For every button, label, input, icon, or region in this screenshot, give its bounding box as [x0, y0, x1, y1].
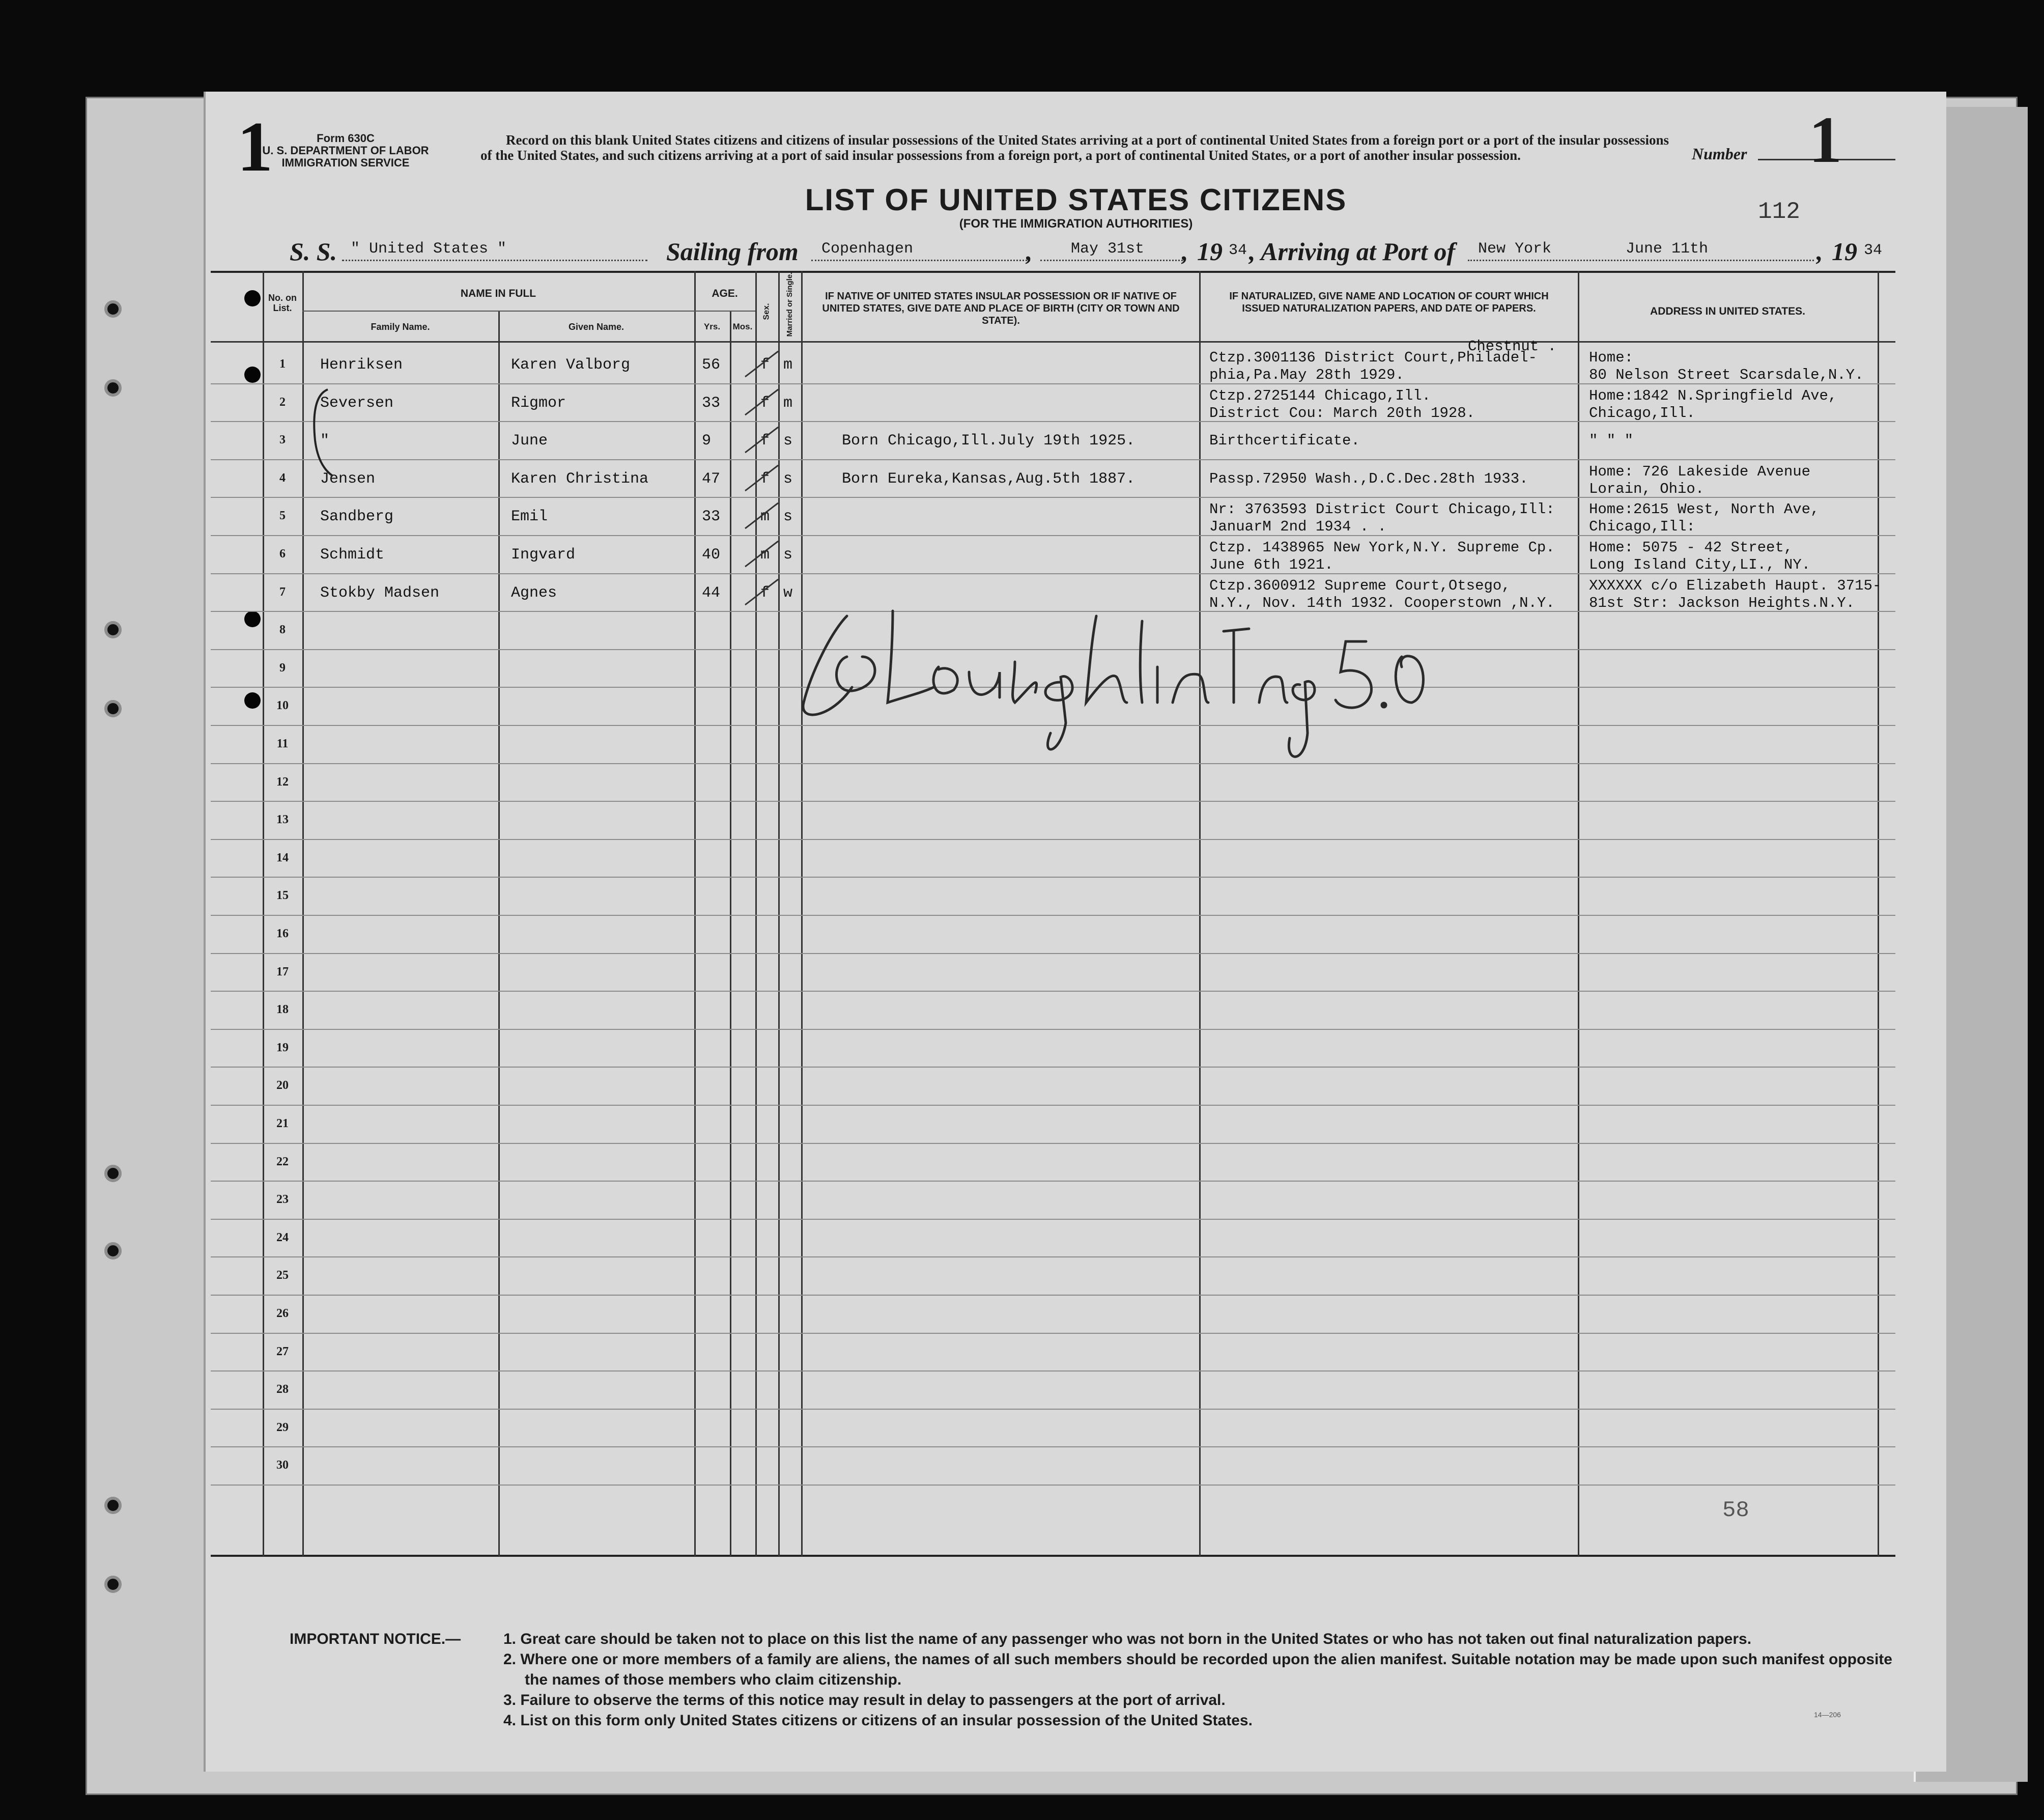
row-rule	[211, 1029, 1895, 1030]
arrival-date: June 11th	[1626, 240, 1709, 258]
year-prefix: 19	[1832, 237, 1857, 266]
row-number: 8	[279, 623, 286, 637]
name-subheader-rule	[302, 311, 694, 312]
check-mark	[740, 387, 781, 423]
row-rule	[211, 1181, 1895, 1182]
table-top-rule	[211, 271, 1895, 273]
binder-hole	[104, 700, 122, 717]
binder-hole	[104, 1165, 122, 1182]
binder-hole	[104, 379, 122, 397]
col-header-yrs: Yrs.	[703, 322, 721, 331]
col-header-birth: IF NATIVE OF UNITED STATES INSULAR POSSESSION OR IF NATIVE OF UNITED STATES, GIVE DATE AND PLACE OF BIRTH (CITY OR TOWN AND STATE).	[822, 291, 1180, 326]
row-rule	[211, 915, 1895, 916]
comma: ,	[1816, 237, 1823, 266]
age-years: 33	[702, 394, 721, 412]
sex: f	[760, 470, 770, 488]
comma: ,	[1026, 237, 1033, 266]
arriving-label: , Arriving at Port of	[1249, 237, 1456, 266]
naturalization-line-1: Ctzp.3600912 Supreme Court,Otsego,	[1209, 577, 1511, 594]
row-number: 23	[276, 1193, 289, 1207]
row-rule	[211, 1219, 1895, 1220]
given-name: June	[511, 432, 548, 450]
notice-item: 1. Great care should be taken not to place on this list the name of any passenger who was not born in the United States or who has not taken out final naturalization papers.	[503, 1631, 1752, 1647]
col-header-name: NAME IN FULL	[460, 288, 536, 299]
marital-status: m	[783, 356, 793, 374]
marital-status: w	[783, 584, 793, 602]
row-number: 21	[276, 1117, 289, 1130]
row-rule	[211, 1105, 1895, 1106]
family-name: Henriksen	[320, 356, 403, 374]
check-mark	[740, 463, 781, 498]
given-name: Karen Christina	[511, 470, 649, 488]
record-instructions: Record on this blank United States citizens and citizens of insular possessions of the United States arriving at a port of continental United States from a foreign port or a port of the insular possessions of the United States, and such citizens arriving at a port of said insular possessions from a foreign port, a port of continental United States, or a port of another insular possession.	[480, 132, 1669, 163]
page-number: 112	[1758, 199, 1800, 225]
given-name: Ingvard	[511, 546, 576, 564]
binder-hole	[104, 621, 122, 638]
col-header-naturalized: IF NATURALIZED, GIVE NAME AND LOCATION OF COURT WHICH ISSUED NATURALIZATION PAPERS, AND DATE OF PAPERS.	[1229, 291, 1549, 314]
sheet-corner-number: 1	[237, 107, 273, 186]
list-number: 1	[1809, 103, 1842, 177]
row-number: 9	[279, 661, 286, 675]
row-rule	[211, 1143, 1895, 1144]
arrival-port: New York	[1478, 240, 1552, 258]
address-line-2: 81st Str: Jackson Heights.N.Y.	[1589, 594, 1855, 611]
stamp-number: 58	[1722, 1498, 1749, 1523]
col-header-married: Married or Single.	[785, 272, 794, 337]
address-line-2: Long Island City,LI., NY.	[1589, 556, 1811, 573]
row-rule	[211, 1409, 1895, 1410]
col-divider	[801, 271, 803, 1556]
marital-status: m	[783, 394, 793, 412]
check-mark	[740, 539, 781, 574]
row-number: 2	[279, 395, 286, 409]
naturalization-line-2: District Cou: March 20th 1928.	[1209, 404, 1475, 422]
check-mark	[740, 500, 781, 536]
row-number: 1	[279, 357, 286, 371]
row-number: 19	[276, 1041, 289, 1054]
naturalization-line-2: June 6th 1921.	[1209, 556, 1333, 573]
row-number: 10	[276, 699, 289, 713]
sailing-label: Sailing from	[666, 237, 799, 266]
row-rule	[211, 459, 1895, 460]
col-header-family: Family Name.	[371, 322, 430, 332]
col-header-mos: Mos.	[732, 322, 753, 331]
naturalization-line-1: Birthcertificate.	[1209, 432, 1360, 450]
sail-date: May 31st	[1071, 240, 1145, 258]
naturalization-note: Chestnut .	[1468, 338, 1557, 355]
ship-name: " United States "	[351, 240, 507, 258]
row-number: 16	[276, 927, 289, 940]
table-bottom-rule	[211, 1555, 1895, 1557]
page-subtitle: (FOR THE IMMIGRATION AUTHORITIES)	[959, 217, 1193, 231]
col-divider	[1199, 271, 1201, 1556]
sex: m	[760, 508, 770, 526]
naturalization-line-1: Nr: 3763593 District Court Chicago,Ill:	[1209, 501, 1555, 518]
row-number: 29	[276, 1420, 289, 1434]
notice-item: 2. Where one or more members of a family are aliens, the names of all such members should be recorded upon the alien manifest. Suitable notation may be made upon such manifest opposite the names of those members who claim citizenship.	[503, 1651, 1892, 1688]
address-line-1: " " "	[1589, 432, 1634, 450]
header-bottom-rule	[211, 341, 1895, 343]
passenger-table	[206, 92, 1946, 1772]
marital-status: s	[783, 508, 793, 526]
family-name: "	[320, 432, 330, 450]
birth-info: Born Chicago,Ill.July 19th 1925.	[842, 432, 1135, 450]
row-number: 6	[279, 547, 286, 561]
footer-code: 14—206	[1814, 1711, 1841, 1719]
row-number: 28	[276, 1383, 289, 1396]
sail-year: 34	[1229, 242, 1247, 259]
marital-status: s	[783, 432, 793, 450]
check-mark	[740, 349, 781, 384]
family-name: Jensen	[320, 470, 376, 488]
col-divider	[263, 271, 264, 1556]
row-rule	[211, 1485, 1895, 1486]
row-rule	[211, 1256, 1895, 1257]
sex: f	[760, 356, 770, 374]
sex: f	[760, 432, 770, 450]
age-years: 40	[702, 546, 721, 564]
notice-item: 3. Failure to observe the terms of this notice may result in delay to passengers at the port of arrival.	[503, 1692, 1226, 1709]
check-mark	[740, 425, 781, 460]
number-label: Number	[1692, 145, 1747, 163]
row-number: 20	[276, 1079, 289, 1093]
naturalization-line-2: JanuarM 2nd 1934 . .	[1209, 518, 1387, 536]
row-number: 3	[279, 433, 286, 447]
age-years: 33	[702, 508, 721, 526]
binder-hole	[104, 1576, 122, 1593]
row-number: 26	[276, 1307, 289, 1320]
notice-items	[503, 1629, 1918, 1731]
arrival-year: 34	[1864, 242, 1883, 259]
form-number: Form 630C	[317, 132, 375, 145]
sex: f	[760, 584, 770, 602]
age-years: 47	[702, 470, 721, 488]
binder-hole	[104, 1497, 122, 1514]
naturalization-line-2: N.Y., Nov. 14th 1932. Cooperstown ,N.Y.	[1209, 594, 1555, 611]
naturalization-line-2: phia,Pa.May 28th 1929.	[1209, 367, 1404, 383]
notice-item: 4. List on this form only United States citizens or citizens of an insular possession of the United States.	[503, 1712, 1253, 1729]
row-number: 27	[276, 1345, 289, 1358]
sex: f	[760, 394, 770, 412]
row-number: 4	[279, 471, 286, 485]
row-number: 24	[276, 1230, 289, 1244]
family-name: Schmidt	[320, 546, 385, 564]
naturalization-line-1: Passp.72950 Wash.,D.C.Dec.28th 1933.	[1209, 470, 1528, 487]
row-rule	[211, 1295, 1895, 1296]
address-line-1: Home:	[1589, 349, 1634, 366]
given-name: Agnes	[511, 584, 557, 602]
naturalization-line-1: Ctzp.2725144 Chicago,Ill.	[1209, 387, 1431, 404]
address-line-2: Lorain, Ohio.	[1589, 480, 1705, 497]
row-rule	[211, 801, 1895, 802]
family-bracket	[305, 384, 335, 486]
col-header-given: Given Name.	[568, 322, 624, 332]
address-line-2: 80 Nelson Street Scarsdale,N.Y.	[1589, 367, 1864, 383]
row-number: 17	[276, 965, 289, 978]
family-name: Sandberg	[320, 508, 394, 526]
given-name: Karen Valborg	[511, 356, 631, 374]
inspector-signature	[776, 601, 1437, 794]
row-rule	[211, 1370, 1895, 1371]
address-line-1: Home:1842 N.Springfield Ave,	[1589, 387, 1837, 404]
row-number: 5	[279, 509, 286, 523]
address-line-1: Home:2615 West, North Ave,	[1589, 501, 1820, 518]
department: U. S. DEPARTMENT OF LABOR	[262, 144, 429, 157]
col-header-address: ADDRESS IN UNITED STATES.	[1650, 305, 1805, 317]
address-line-1: XXXXXX c/o Elizabeth Haupt. 3715-	[1589, 577, 1882, 594]
given-name: Emil	[511, 508, 548, 526]
row-rule	[211, 1067, 1895, 1068]
sex: m	[760, 546, 770, 564]
check-mark	[740, 577, 781, 612]
comma: ,	[1182, 237, 1188, 266]
family-name: Seversen	[320, 394, 394, 412]
given-name: Rigmor	[511, 394, 566, 412]
address-line-1: Home: 726 Lakeside Avenue	[1589, 463, 1811, 480]
row-rule	[211, 877, 1895, 878]
row-number: 22	[276, 1155, 289, 1168]
age-years: 9	[702, 432, 712, 450]
col-divider	[694, 271, 696, 1556]
row-number: 11	[276, 737, 289, 750]
row-rule	[211, 839, 1895, 840]
row-rule	[211, 1333, 1895, 1334]
naturalization-line-1: Ctzp.3001136 District Court,Philadel-	[1209, 349, 1537, 366]
notice-label: IMPORTANT NOTICE.—	[290, 1631, 461, 1647]
ss-label: S. S.	[290, 237, 337, 266]
address-line-2: Chicago,Ill.	[1589, 404, 1695, 422]
page-title: LIST OF UNITED STATES CITIZENS	[805, 183, 1347, 217]
row-number: 25	[276, 1269, 289, 1282]
birth-info: Born Eureka,Kansas,Aug.5th 1887.	[842, 470, 1135, 488]
address-line-1: Home: 5075 - 42 Street,	[1589, 539, 1793, 556]
col-divider	[1878, 271, 1879, 1556]
row-number: 14	[276, 851, 289, 864]
age-years: 56	[702, 356, 721, 374]
row-rule	[211, 953, 1895, 954]
marital-status: s	[783, 546, 793, 564]
address-line-2: Chicago,Ill:	[1589, 518, 1695, 536]
marital-status: s	[783, 470, 793, 488]
year-prefix: 19	[1197, 237, 1223, 266]
naturalization-line-1: Ctzp. 1438965 New York,N.Y. Supreme Cp.	[1209, 539, 1555, 556]
col-header-sex: Sex.	[762, 303, 771, 320]
row-number: 30	[276, 1459, 289, 1472]
col-divider	[302, 271, 304, 1556]
row-rule	[211, 1446, 1895, 1447]
row-rule	[211, 991, 1895, 992]
binder-hole	[104, 1242, 122, 1259]
manifest-page	[204, 92, 1946, 1772]
col-divider	[1578, 271, 1579, 1556]
row-number: 18	[276, 1003, 289, 1017]
row-number: 7	[279, 585, 286, 599]
from-port: Copenhagen	[821, 240, 914, 258]
age-subheader-rule	[694, 311, 755, 312]
service: IMMIGRATION SERVICE	[281, 156, 410, 169]
col-header-age: AGE.	[712, 288, 738, 299]
col-header-no: No. on List.	[268, 293, 297, 313]
row-number: 12	[276, 775, 289, 789]
family-name: Stokby Madsen	[320, 584, 440, 602]
age-years: 44	[702, 584, 721, 602]
row-number: 13	[276, 813, 289, 827]
row-number: 15	[276, 889, 289, 903]
binder-hole	[104, 300, 122, 318]
